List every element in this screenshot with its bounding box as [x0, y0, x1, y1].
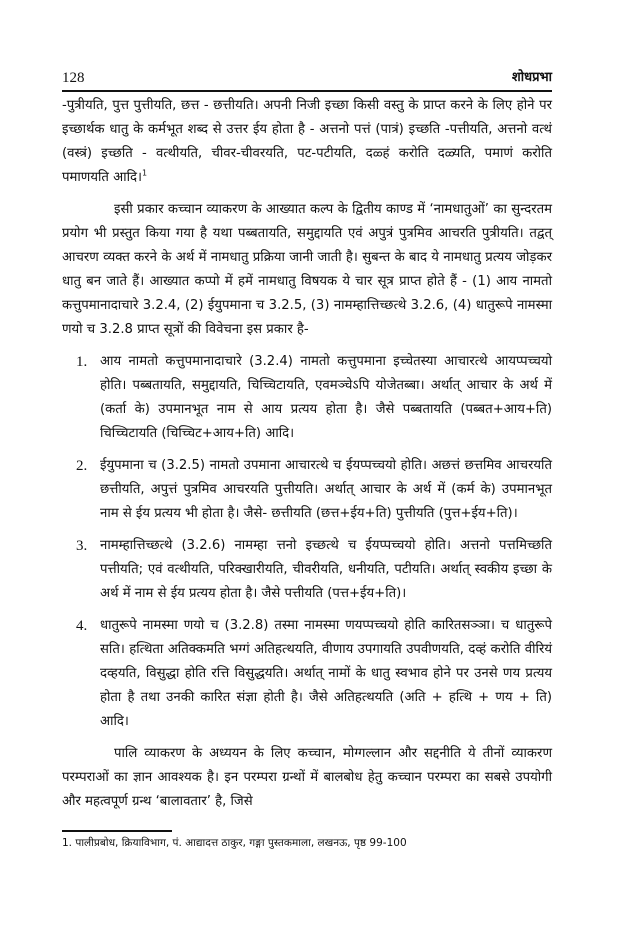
footnote-rule: [62, 830, 172, 832]
intro-paragraph-text: -पुत्रीयति, पुत्त पुत्तीयति, छत्त - छत्तीयति। अपनी निजी इच्छा किसी वस्तु के प्राप्त करने के लिए होने पर इच्छार्थक धातु के कर्मभूत शब्द से उत्तर ईय होता है - अत्तनो पत्तं (पात्रं) इच्छति -पत्तीयति, अत्तनो वत्थं (वस्त्रं) इच्छति - वत्थीयति, चीवर-चीवरयति, पट-पटीयति, दळ्हं करोति दळ्यति, पमाणं करोति पमाणयति आदि।: [62, 98, 552, 185]
sutra-number: 4.: [76, 618, 88, 634]
sutra-text: आय नामतो कत्तुपमानादाचारे (3.2.4) नामतो कत्तुपमाना इच्चेतस्या आचारत्थे आयप्पच्चयो होति। पब्बतायति, समुद्दायति, चिच्चिटायति, एवमञ्चेऽपि योजेतब्बा। अर्थात् आचार के अर्थ में (कर्ता के) उपमानभूत नाम से आय प्रत्यय होता है। जैसे पब्बतायति (पब्बत+आय+ति) चिच्चिटायति (चिच्चिट+आय+ति) आदि।: [100, 354, 552, 441]
sutra-item: [62, 350, 552, 446]
header-rule: [62, 90, 552, 92]
sutra-item: [62, 614, 552, 734]
sutra-item: [62, 534, 552, 606]
second-paragraph: इसी प्रकार कच्चान व्याकरण के आख्यात कल्प के द्वितीय काण्ड में ‘नामधातुओं’ का सुन्दरतम प्रयोग भी प्रस्तुत किया गया है यथा पब्बतायति, समुद्दायति एवं अपुत्रं पुत्रमिव आचरति पुत्रीयति। तद्वत् आचरण व्यक्त करने के अर्थ में नामधातु प्रक्रिया जानी जाती है। सुबन्त के बाद ये नामधातु प्रत्यय जोड़कर धातु बन जाते हैं। आख्यात कप्पो में हमें नामधातु विषयक ये चार सूत्र प्राप्त होते हैं - (1) आय नामतो कत्तुपमानादाचारे 3.2.4, (2) ईयुपमाना च 3.2.5, (3) नामम्हात्तिच्छत्थे 3.2.6, (4) धातुरूपे नामस्मा णयो च 3.2.8 प्राप्त सूत्रों की विवेचना इस प्रकार है-: [62, 202, 552, 337]
page-number: 128: [62, 70, 85, 86]
sutra-text: नामम्हात्तिच्छत्थे (3.2.6) नामम्हा त्तनो इच्छत्थे च ईयप्पच्चयो होति। अत्तनो पत्तमिच्छति पत्तीयति; एवं वत्थीयति, परिक्खारीयति, चीवरीयति, धनीयति, पटीयति। अर्थात् स्वकीय इच्छा के अर्थ में नाम से ईय प्रत्यय होता है। जैसे पत्तीयति (पत्त+ईय+ति)।: [100, 538, 552, 601]
footnote: 1. पालीप्रबोध, क्रियाविभाग, पं. आद्यादत्त ठाकुर, गङ्गा पुस्तकमाला, लखनऊ, पृष्ठ 99-100: [62, 837, 407, 849]
sutra-item: [62, 454, 552, 526]
sutra-number: 3.: [76, 538, 88, 554]
intro-paragraph: [62, 94, 552, 190]
closing-paragraph: पालि व्याकरण के अध्ययन के लिए कच्चान, मोग्गल्लान और सद्दनीति ये तीनों व्याकरण परम्पराओं का ज्ञान आवश्यक है। इन परम्परा ग्रन्थों में बालबोध हेतु कच्चान परम्परा का सबसे उपयोगी और महत्वपूर्ण ग्रन्थ ‘बालावतार’ है, जिसे: [62, 746, 552, 809]
sutra-number: 1.: [76, 354, 88, 370]
journal-title: शोधप्रभा: [511, 70, 552, 85]
running-header: [62, 66, 552, 88]
sutra-list: [62, 350, 552, 734]
sutra-text: ईयुपमाना च (3.2.5) नामतो उपमाना आचारत्थे च ईयप्पच्चयो होति। अछत्तं छत्तमिव आचरयति छत्तीयति, अपुत्तं पुत्रमिव आचरयति पुत्तीयति। अर्थात् आचार के अर्थ में (कर्म के) उपमानभूत नाम से ईय प्रत्यय भी होता है। जैसे- छत्तीयति (छत्त+ईय+ति) पुत्तीयति (पुत्त+ईय+ति)।: [100, 458, 552, 521]
footnote-reference[interactable]: 1: [142, 168, 148, 178]
sutra-text: धातुरूपे नामस्मा णयो च (3.2.8) तस्मा नामस्मा णयप्पच्चयो होति कारितसञ्ञा। च धातुरूपे सति। हत्थिता अतिक्कमति भग्गं अतिहत्थयति, वीणाय उपगायति उपवीणयति, दव्हं करोति वीरियं दव्हयति, विसुद्धा होति रत्ति विसुद्धयति। अर्थात् नामों के धातु स्वभाव होने पर उनसे णय प्रत्यय होता है तथा उनकी कारित संज्ञा होती है। जैसे अतिहत्थयति (अति + हत्थि + णय + ति) आदि।: [100, 618, 552, 729]
document-page: [62, 66, 552, 863]
sutra-number: 2.: [76, 458, 88, 474]
